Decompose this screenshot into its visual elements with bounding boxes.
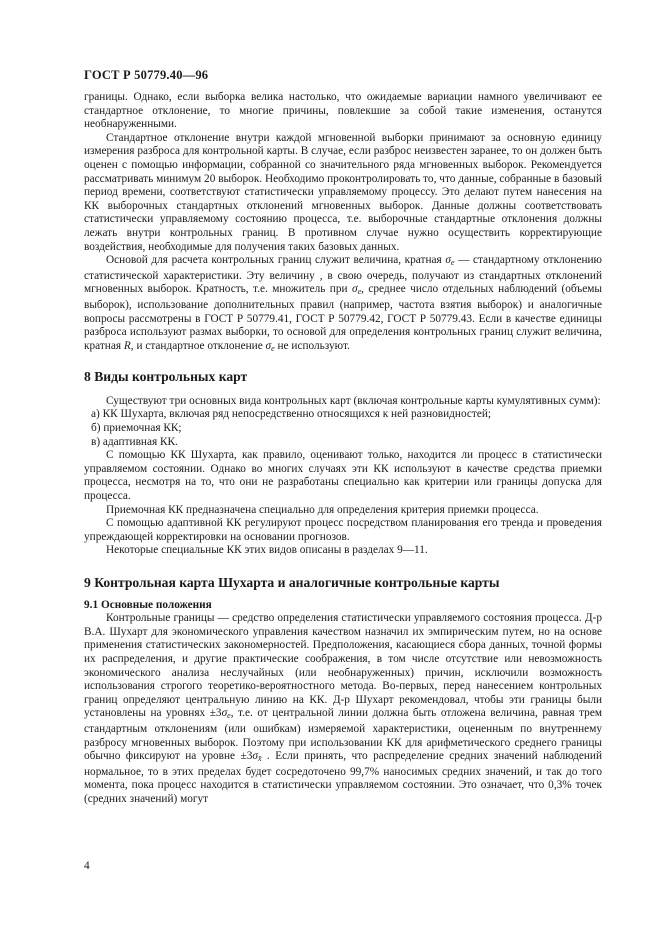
sigma-symbol: σ [221,707,228,720]
sigma-symbol: σ [265,339,272,352]
list-item: а) КК Шухарта, включая ряд непосредственно относящихся к ней разновидностей; [91,408,492,421]
paragraph: Приемочная КК предназначена специально для определения критерия приемки процесса. [106,503,539,516]
text-run: не используют. [274,339,350,352]
document-body [84,91,602,807]
paragraph: Существуют три основных вида контрольных карт (включая контрольные карты кумулятивных сумм): [106,394,601,407]
paragraph-shewhart [84,612,602,806]
subsection-9-1-title: 9.1 Основные положения [84,598,212,611]
sigma-symbol: σ [252,750,258,763]
text-run: Основой для расчета контрольных границ служит величина, кратная [106,254,446,267]
document-header: ГОСТ Р 50779.40—96 [84,68,209,82]
section-8-title: 8 Виды контрольных карт [84,369,248,385]
subscript: e [227,711,231,721]
page-number: 4 [84,860,90,872]
text-run: . Если принять, что распределение средних значений наблюдений нормальное, то в этих пределах будет сосредоточено 99,7% наносимых средних значений, и так до того момента, пока процесс находится в статистически управляемом состоянии. Это означает, что 0,3% точек (средних значений) могут [84,750,602,805]
subscript: e [271,343,275,353]
variable-r: R [123,339,131,352]
paragraph-basis [84,254,602,355]
text-run: , среднее число отдельных наблюдений (объемы выборок), использование дополнительных правил (например, частота взятия выборок) и аналогичные вопросы рассмотрены в ГОСТ Р 50779.41, ГОСТ Р 50779.42, ГОСТ Р 50779.43. Если в качестве единицы разброса используют размах выборки, то основой для определения контрольных границ служит величина, кратная [84,283,602,352]
paragraph: границы. Однако, если выборка велика настолько, что ожидаемые вариации намного увеличивают ее стандартное отклонение, то многие причины, повлекшие за собой такие изменения, останутся необнаруженными. [84,91,602,131]
paragraph: Некоторые специальные КК этих видов описаны в разделах 9—11. [106,544,428,557]
subscript: e [450,258,455,268]
paragraph: С помощью КК Шухарта, как правило, оценивают только, находится ли процесс в статистически управляемом состоянии. Однако во многих случаях эти КК используют в качестве средства приемки процесса, несмотря на то, что они не разработаны специально как критерии или границы допуска для процесса. [84,449,602,503]
text-run: , и стандартное отклонение [130,339,266,352]
text-run: — стандартному отклонению статистической характеристики. Эту величину , в свою очередь, получают из стандартных отклонений мгновенных выборок. Кратность, т.е. множитель при [84,254,602,296]
subscript: x̄ [257,754,262,764]
list-item: в) адаптивная КК. [91,435,178,448]
section-9-title: 9 Контрольная карта Шухарта и аналогичные контрольные карты [84,575,500,590]
text-run: Контрольные границы — средство определения статистически управляемого состояния процесса. Д-р В.А. Шухарт для экономического управления качеством назначил их эмпирическим путем, но на основе применения статистических закономерностей. Предположения, касающиеся сбора данных, точной формы их распределения, и другие практические соображения, в том числе отсутствие или невозможность экономического анализа неслучайных (или необнаруженных) причин, исключили возможность использования строгого теоретико-вероятностного метода. Во-первых, перед нанесением контрольных границ определяют центральную линию на КК. Д-р Шухарт рекомендовал, чтобы эти границы были установлены на уровнях ±3 [84,612,602,720]
types-list [84,408,602,449]
sigma-symbol: σ [351,283,358,296]
paragraph: С помощью адаптивной КК регулируют процесс посредством планирования его тренда и проведения упреждающей корректировки на основании прогнозов. [84,517,602,543]
text-run: , т.е. от центральной линии должна быть отложена величина, равная трем стандартным отклонениям (или ошибкам) измеряемой характеристики, оцененным по внутреннему разбросу мгновенных выборок. Поэтому при использовании КК для арифметического среднего границы обычно фиксируют на уровне ±3 [84,707,602,763]
subscript: e [357,287,362,297]
sigma-symbol: σ [445,254,451,267]
paragraph: Стандартное отклонение внутри каждой мгновенной выборки принимают за основную единицу измерения разброса для контрольной карты. В случае, если разброс неизвестен заранее, то он должен быть оценен с помощью информации, собранной со значительного ряда мгновенных выборок. Рекомендуется рассматривать минимум 20 выборок. Необходимо проконтролировать то, что данные, собранные в базовый период времени, соответствуют статистически управляемому процессу. Это делают путем нанесения на КК выборочных стандартных отклонений мгновенных выборок. Данные должны соответствовать статистически управляемому состоянию процесса, т.е. выборочные стандартные отклонения должны лежать внутри контрольных границ. В противном случае нужно осуществить корректирующие воздействия, необходимые для получения таких базовых данных. [84,131,602,253]
list-item: б) приемочная КК; [91,422,182,435]
